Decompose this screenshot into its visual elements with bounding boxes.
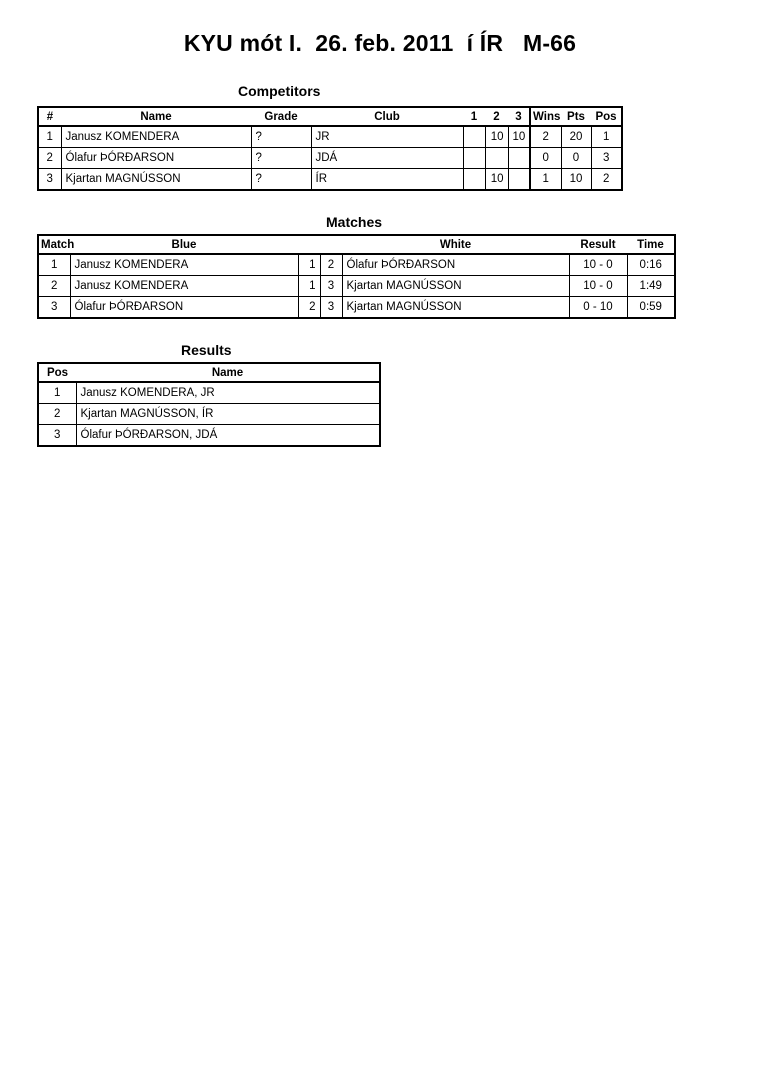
competitor-club: JDÁ [311, 148, 463, 169]
table-row [38, 276, 675, 297]
results-table [37, 362, 381, 447]
table-row [38, 254, 675, 276]
score-vs-3 [508, 148, 530, 169]
col-header-result: Result [569, 235, 627, 254]
competitor-grade: ? [251, 169, 311, 191]
blue-number: 1 [298, 276, 320, 297]
matches-header-row [38, 235, 675, 254]
score-vs-1 [463, 148, 485, 169]
match-result: 10 - 0 [569, 254, 627, 276]
competitor-number: 1 [38, 126, 61, 148]
match-time: 0:59 [627, 297, 675, 319]
col-header-result-name: Name [76, 363, 380, 382]
competitor-club: JR [311, 126, 463, 148]
result-name: Janusz KOMENDERA, JR [76, 382, 380, 404]
competitors-header-row [38, 107, 622, 126]
results-heading: Results [181, 342, 232, 358]
match-time: 0:16 [627, 254, 675, 276]
col-header-position: Pos [591, 107, 622, 126]
col-header-club: Club [311, 107, 463, 126]
competitor-number: 2 [38, 148, 61, 169]
competitor-points: 10 [561, 169, 591, 191]
score-vs-2: 10 [485, 126, 508, 148]
match-number: 2 [38, 276, 70, 297]
col-header-opponent-1: 1 [463, 107, 485, 126]
competitor-grade: ? [251, 148, 311, 169]
white-number: 3 [320, 297, 342, 319]
col-header-number: # [38, 107, 61, 126]
competitor-position: 3 [591, 148, 622, 169]
competitors-heading: Competitors [238, 83, 321, 99]
col-header-grade: Grade [251, 107, 311, 126]
competitor-name: Ólafur ÞÓRÐARSON [61, 148, 251, 169]
score-vs-3: 10 [508, 126, 530, 148]
col-header-pos: Pos [38, 363, 76, 382]
col-header-blue: Blue [70, 235, 298, 254]
table-row [38, 382, 380, 404]
competitor-position: 2 [591, 169, 622, 191]
score-vs-1 [463, 169, 485, 191]
result-name: Kjartan MAGNÚSSON, ÍR [76, 404, 380, 425]
table-row [38, 297, 675, 319]
blue-competitor: Janusz KOMENDERA [70, 276, 298, 297]
white-competitor: Ólafur ÞÓRÐARSON [342, 254, 569, 276]
result-name: Ólafur ÞÓRÐARSON, JDÁ [76, 425, 380, 447]
blue-competitor: Ólafur ÞÓRÐARSON [70, 297, 298, 319]
table-row [38, 425, 380, 447]
match-number: 1 [38, 254, 70, 276]
result-position: 1 [38, 382, 76, 404]
col-header-opponent-3: 3 [508, 107, 530, 126]
page-title: KYU mót I. 26. feb. 2011 í ÍR M-66 [183, 30, 577, 56]
competitor-wins: 0 [530, 148, 561, 169]
competitors-table [37, 106, 623, 191]
competitor-wins: 2 [530, 126, 561, 148]
score-vs-2 [485, 148, 508, 169]
score-vs-2: 10 [485, 169, 508, 191]
col-header-white: White [342, 235, 569, 254]
competitor-number: 3 [38, 169, 61, 191]
score-vs-3 [508, 169, 530, 191]
results-header-row [38, 363, 380, 382]
match-number: 3 [38, 297, 70, 319]
white-number: 3 [320, 276, 342, 297]
table-row [38, 404, 380, 425]
col-header-name: Name [61, 107, 251, 126]
match-result: 10 - 0 [569, 276, 627, 297]
table-row [38, 126, 622, 148]
col-header-time: Time [627, 235, 675, 254]
blue-competitor: Janusz KOMENDERA [70, 254, 298, 276]
match-time: 1:49 [627, 276, 675, 297]
col-header-wins: Wins [530, 107, 561, 126]
white-competitor: Kjartan MAGNÚSSON [342, 276, 569, 297]
competitor-club: ÍR [311, 169, 463, 191]
match-result: 0 - 10 [569, 297, 627, 319]
score-vs-1 [463, 126, 485, 148]
table-row [38, 169, 622, 191]
result-position: 2 [38, 404, 76, 425]
competitor-points: 0 [561, 148, 591, 169]
competitor-grade: ? [251, 126, 311, 148]
col-header-points: Pts [561, 107, 591, 126]
white-competitor: Kjartan MAGNÚSSON [342, 297, 569, 319]
table-row [38, 148, 622, 169]
col-header-opponent-2: 2 [485, 107, 508, 126]
result-position: 3 [38, 425, 76, 447]
competitor-position: 1 [591, 126, 622, 148]
white-number: 2 [320, 254, 342, 276]
col-header-match: Match [38, 235, 70, 254]
competitor-points: 20 [561, 126, 591, 148]
matches-heading: Matches [326, 214, 383, 230]
competitor-name: Janusz KOMENDERA [61, 126, 251, 148]
competitor-name: Kjartan MAGNÚSSON [61, 169, 251, 191]
competitor-wins: 1 [530, 169, 561, 191]
blue-number: 1 [298, 254, 320, 276]
blue-number: 2 [298, 297, 320, 319]
matches-table [37, 234, 676, 319]
